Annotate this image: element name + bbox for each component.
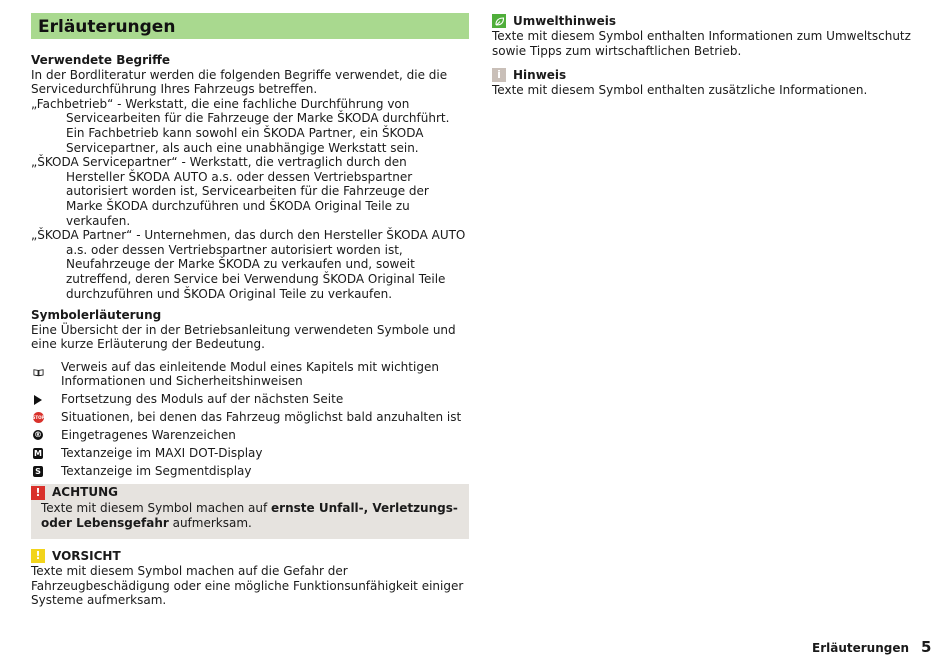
symbol-text: Situationen, bei denen das Fahrzeug möglichst bald anzuhalten ist bbox=[61, 410, 462, 425]
term-partner: „ŠKODA Partner“ - Unternehmen, das durch den Hersteller ŠKODA AUTO a.s. oder dessen Vertriebspartner autorisiert worden ist, Neufahrzeuge der Marke ŠKODA zu verkaufen und, soweit zutreffend, deren Service bei Verwendung ŠKODA Original Teile durchzuführen und ŠKODA Original Teile zu verkaufen. bbox=[31, 228, 466, 301]
list-item bbox=[31, 392, 469, 407]
caution-header bbox=[31, 548, 469, 564]
right-column bbox=[492, 13, 922, 98]
caution-title: VORSICHT bbox=[52, 548, 121, 563]
warning-icon: ! bbox=[31, 486, 45, 500]
page-title-bar bbox=[31, 13, 469, 39]
left-column bbox=[31, 53, 469, 482]
book-icon bbox=[33, 367, 44, 378]
terms-heading: Verwendete Begriffe bbox=[31, 53, 171, 67]
symbol-text: Verweis auf das einleitende Modul eines Kapitels mit wichtigen Informationen und Sicherheitshinweisen bbox=[61, 359, 439, 389]
note-text: Texte mit diesem Symbol enthalten zusätzliche Informationen. bbox=[492, 83, 868, 98]
page-title: Erläuterungen bbox=[38, 17, 176, 37]
stop-icon: STOP bbox=[33, 412, 44, 423]
terms-intro: In der Bordliteratur werden die folgenden Begriffe verwendet, die die Servicedurchführung Ihres Fahrzeugs betreffen. bbox=[31, 67, 448, 97]
warning-text bbox=[41, 501, 461, 530]
symbol-list bbox=[31, 360, 469, 479]
note-header bbox=[492, 67, 922, 83]
symbol-text: Textanzeige im Segmentdisplay bbox=[61, 464, 252, 479]
environment-header bbox=[492, 13, 922, 29]
warning-text-start: Texte mit diesem Symbol machen auf bbox=[41, 501, 272, 515]
caution-icon: ! bbox=[31, 549, 45, 563]
list-item bbox=[31, 446, 469, 461]
list-item bbox=[31, 410, 469, 425]
registered-trademark-icon: ® bbox=[34, 430, 42, 440]
warning-box bbox=[31, 484, 469, 539]
symbol-text: Textanzeige im MAXI DOT-Display bbox=[61, 446, 263, 461]
warning-header bbox=[31, 484, 118, 500]
environment-icon bbox=[492, 14, 506, 28]
note-title: Hinweis bbox=[513, 67, 567, 82]
maxi-dot-icon: M bbox=[34, 449, 42, 459]
symbol-text: Eingetragenes Warenzeichen bbox=[61, 428, 236, 443]
page-number: 5 bbox=[921, 638, 932, 656]
info-icon: i bbox=[492, 68, 506, 82]
environment-text: Texte mit diesem Symbol enthalten Informationen zum Umweltschutz sowie Tipps zum wirtschaftlichen Betrieb. bbox=[492, 29, 911, 58]
warning-text-bold: ernste Unfall-, Verletzungs- oder Lebensgefahr bbox=[41, 501, 458, 530]
list-item bbox=[31, 428, 469, 443]
list-item bbox=[31, 464, 469, 479]
footer-section-label: Erläuterungen bbox=[812, 641, 910, 655]
arrow-right-icon bbox=[34, 395, 42, 405]
warning-text-end: aufmerksam. bbox=[168, 515, 252, 530]
term-servicepartner: „ŠKODA Servicepartner“ - Werkstatt, die vertraglich durch den Hersteller ŠKODA AUTO a.s. oder dessen Vertriebspartner autorisiert worden ist, Servicearbeiten für die Fahrzeuge der Marke ŠKODA durchzuführen und ŠKODA Original Teile zu verkaufen. bbox=[31, 155, 429, 228]
warning-title: ACHTUNG bbox=[52, 485, 118, 499]
symbols-intro: Eine Übersicht der in der Betriebsanleitung verwendeten Symbole und eine kurze Erläuterung der Bedeutung. bbox=[31, 322, 456, 352]
term-fachbetrieb: „Fachbetrieb“ - Werkstatt, die eine fachliche Durchführung von Servicearbeiten für die Fahrzeuge der Marke ŠKODA durchführt. Ein Fachbetrieb kann sowohl ein ŠKODA Partner, ein ŠKODA Servicepartner, als auch eine unabhängige Werkstatt sein. bbox=[31, 96, 450, 155]
segment-display-icon: S bbox=[33, 466, 43, 477]
list-item bbox=[31, 360, 469, 389]
environment-title: Umwelthinweis bbox=[513, 13, 617, 28]
caution-text: Texte mit diesem Symbol machen auf die Gefahr der Fahrzeugbeschädigung oder eine mögliche Funktionsunfähigkeit einiger Systeme aufmerksam. bbox=[31, 564, 464, 608]
symbols-heading: Symbolerläuterung bbox=[31, 308, 162, 323]
caution-block bbox=[31, 548, 469, 608]
symbol-text: Fortsetzung des Moduls auf der nächsten Seite bbox=[61, 392, 344, 407]
